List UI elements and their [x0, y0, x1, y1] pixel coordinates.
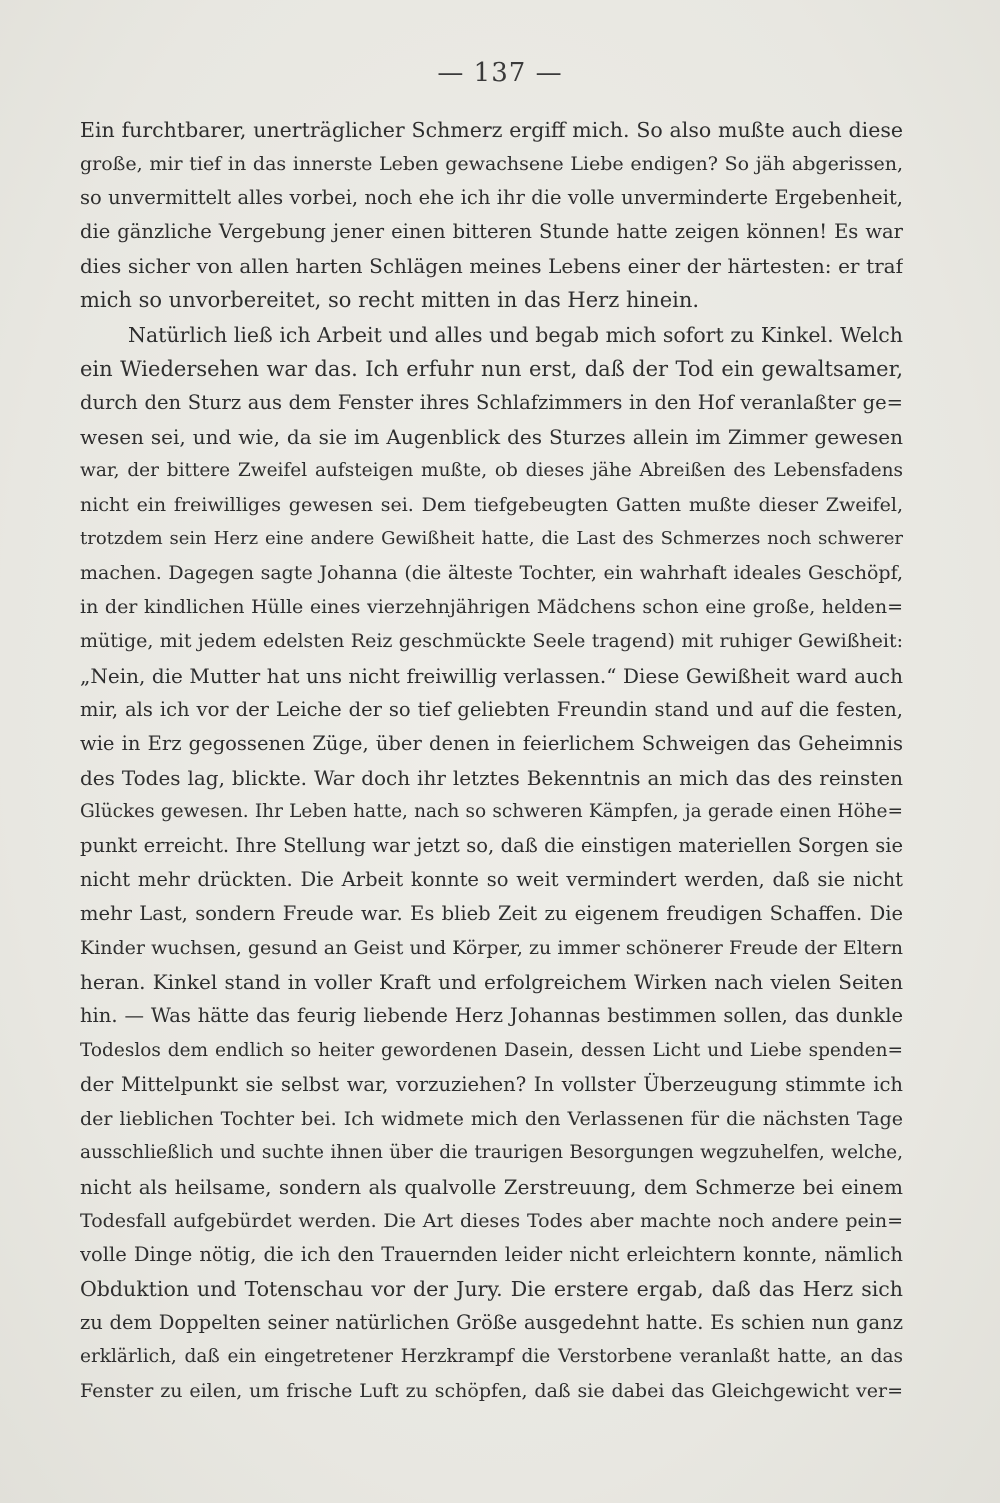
body-text	[80, 113, 903, 1409]
text-line: nicht ein freiwilliges gewesen sei. Dem tiefgebeugten Gatten mußte dieser Zweifel,	[80, 494, 903, 517]
text-line: der lieblichen Tochter bei. Ich widmete mich den Verlassenen für die nächsten Tage	[80, 1107, 903, 1130]
text-line: Todesfall aufgebürdet werden. Die Art dieses Todes aber machte noch andere pein=	[80, 1210, 903, 1232]
text-line: machen. Dagegen sagte Johanna (die älteste Tochter, ein wahrhaft ideales Geschöpf,	[80, 562, 903, 585]
text-line: große, mir tief in das innerste Leben gewachsene Liebe endigen? So jäh abgerissen,	[80, 153, 903, 176]
text-line: war, der bittere Zweifel aufsteigen mußte, ob dieses jähe Abreißen des Lebensfadens	[80, 459, 903, 481]
text-line: zu dem Doppelten seiner natürlichen Größe ausgedehnt hatte. Es schien nun ganz	[80, 1311, 903, 1335]
text-line: Fenster zu eilen, um frische Luft zu schöpfen, daß sie dabei das Gleichgewicht ver=	[80, 1380, 903, 1403]
text-line: mich so unvorbereitet, so recht mitten in das Herz hinein.	[80, 288, 700, 313]
text-line: heran. Kinkel stand in voller Kraft und erfolgreichem Wirken nach vielen Seiten	[80, 970, 903, 995]
text-line: hin. — Was hätte das feurig liebende Herz Johannas bestimmen sollen, das dunkle	[80, 1004, 903, 1028]
text-line: wie in Erz gegossenen Züge, über denen in feierlichem Schweigen das Geheimnis	[80, 731, 903, 755]
text-line: ausschließlich und suchte ihnen über die traurigen Besorgungen wegzuhelfen, welche,	[80, 1141, 903, 1163]
text-line: mütige, mit jedem edelsten Reiz geschmückte Seele tragend) mit ruhiger Gewißheit:	[80, 630, 903, 653]
text-line: mir, als ich vor der Leiche der so tief geliebten Freundin stand und auf die festen,	[80, 697, 903, 721]
text-line: volle Dinge nötig, die ich den Trauernden leider nicht erleichtern konnte, nämlich	[80, 1243, 903, 1267]
text-line: durch den Sturz aus dem Fenster ihres Schlafzimmers in den Hof veranlaßter ge=	[80, 390, 903, 414]
text-line: Glückes gewesen. Ihr Leben hatte, nach so schweren Kämpfen, ja gerade einen Höhe=	[80, 800, 903, 822]
text-line: Todeslos dem endlich so heiter gewordenen Dasein, dessen Licht und Liebe spenden=	[80, 1039, 903, 1061]
text-line: wesen sei, und wie, da sie im Augenblick des Sturzes allein im Zimmer gewesen	[80, 424, 903, 449]
text-line: Natürlich ließ ich Arbeit und alles und begab mich sofort zu Kinkel. Welch	[128, 322, 903, 347]
text-line: nicht als heilsame, sondern als qualvolle Zerstreuung, dem Schmerze bei einem	[80, 1174, 903, 1199]
text-line: so unvermittelt alles vorbei, noch ehe ich ihr die volle unverminderte Ergebenheit,	[80, 186, 903, 210]
text-line: trotzdem sein Herz eine andere Gewißheit hatte, die Last des Schmerzes noch schwerer	[80, 528, 903, 550]
text-line: mehr Last, sondern Freude war. Es blieb Zeit zu eigenem freudigen Schaffen. Die	[80, 902, 903, 926]
text-line: punkt erreicht. Ihre Stellung war jetzt so, daß die einstigen materiellen Sorgen sie	[80, 833, 903, 857]
text-line: erklärlich, daß ein eingetretener Herzkrampf die Verstorbene veranlaßt hatte, an das	[80, 1346, 903, 1368]
page-number: — 137 —	[437, 58, 563, 88]
text-line: Ein furchtbarer, unerträglicher Schmerz ergiff mich. So also mußte auch diese	[80, 118, 903, 142]
text-line: des Todes lag, blickte. War doch ihr letztes Bekenntnis an mich das des reinsten	[80, 765, 903, 790]
text-line: „Nein, die Mutter hat uns nicht freiwillig verlassen.“ Diese Gewißheit ward auch	[80, 663, 903, 688]
text-line: der Mittelpunkt sie selbst war, vorzuziehen? In vollster Überzeugung stimmte ich	[80, 1072, 903, 1096]
text-line: in der kindlichen Hülle eines vierzehnjährigen Mädchens schon eine große, helden=	[80, 596, 903, 619]
text-line: Obduktion und Totenschau vor der Jury. Die erstere ergab, daß das Herz sich	[80, 1277, 903, 1302]
text-line: Kinder wuchsen, gesund an Geist und Körper, zu immer schönerer Freude der Eltern	[80, 937, 903, 960]
text-line: ein Wiedersehen war das. Ich erfuhr nun erst, daß der Tod ein gewaltsamer,	[80, 356, 903, 381]
text-line: nicht mehr drückten. Die Arbeit konnte so weit vermindert werden, daß sie nicht	[80, 868, 903, 892]
text-line: die gänzliche Vergebung jener einen bitteren Stunde hatte zeigen können! Es war	[80, 220, 903, 244]
text-line: dies sicher von allen harten Schlägen meines Lebens einer der härtesten: er traf	[80, 254, 903, 279]
